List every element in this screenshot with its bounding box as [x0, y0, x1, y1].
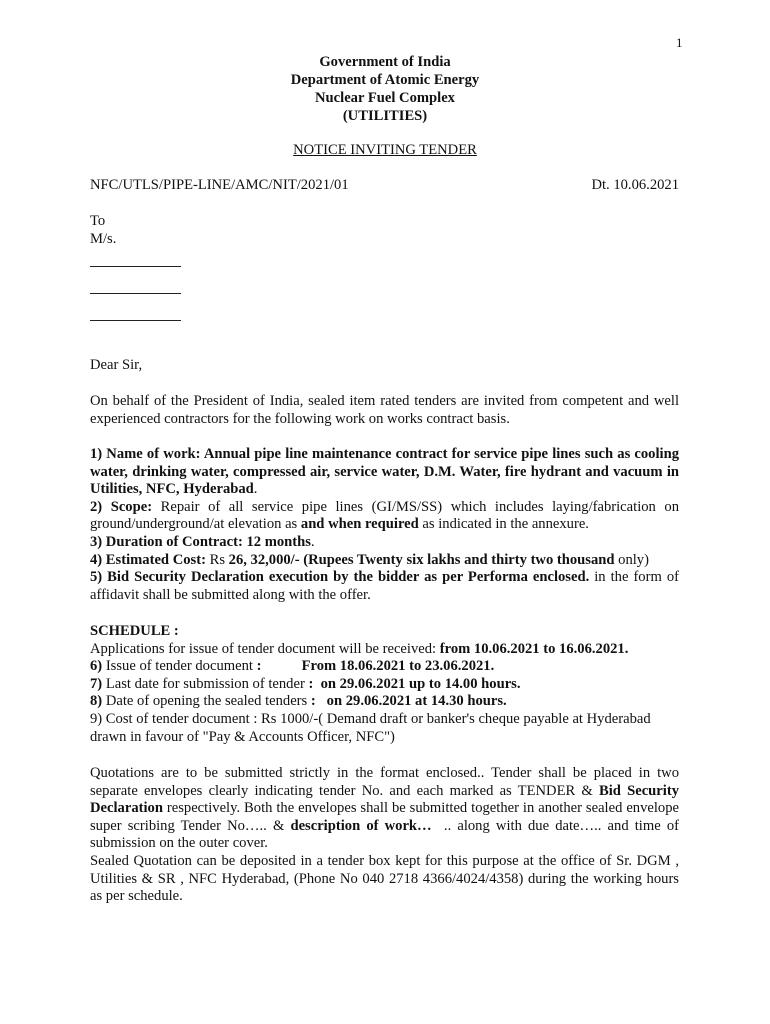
item-name-of-work: 1) Name of work: Annual pipe line maintenance contract for service pipe lines such as cooling water, drinking water, compressed air, service water, D.M. Water, fire hydrant and vacuum in Utilities, NFC, Hyderabad.: [90, 446, 679, 498]
estimated-cost-label: 4) Estimated Cost:: [90, 551, 206, 568]
work-details: [90, 446, 679, 604]
addressee-to: To: [90, 213, 106, 229]
notice-date: Dt. 10.06.2021: [591, 177, 679, 193]
address-blank-line: [90, 266, 181, 267]
address-blank-line: [90, 320, 181, 321]
name-of-work-text: 1) Name of work: Annual pipe line maintenance contract for service pipe lines such as cooling water, drinking water, compressed air, service water, D.M. Water, fire hydrant and vacuum in Utilities, NFC, Hyderabad: [90, 446, 679, 498]
header-division: (UTILITIES): [342, 108, 428, 124]
item-scope: 2) Scope: Repair of all service pipe lines (GI/MS/SS) which includes laying/fabrication on ground/underground/at elevation as and when required as indicated in the annexure.: [90, 498, 679, 533]
addressee-ms: M/s.: [90, 230, 117, 247]
reference-number: NFC/UTLS/PIPE-LINE/AMC/NIT/2021/01: [90, 177, 349, 193]
scope-label: 2) Scope:: [90, 498, 153, 515]
duration-text: 3) Duration of Contract: 12 months: [90, 533, 311, 550]
header-department: Department of Atomic Energy: [290, 72, 480, 88]
page-number: 1: [676, 35, 683, 50]
schedule-heading: SCHEDULE :: [90, 623, 179, 639]
schedule-issue: 6) Issue of tender document : From 18.06.2021 to 23.06.2021.: [90, 658, 495, 675]
schedule-section: [90, 623, 679, 746]
sealed-quotation-paragraph: Sealed Quotation can be deposited in a tender box kept for this purpose at the office of Sr. DGM , Utilities & SR , NFC Hyderabad, (Phone No 040 2718 4366/4024/4358) during the working hours as per schedule.: [90, 852, 679, 905]
salutation: Dear Sir,: [90, 357, 143, 373]
closing-section: [90, 765, 683, 906]
item-estimated-cost: 4) Estimated Cost: Rs 26, 32,000/- (Rupees Twenty six lakhs and thirty two thousand only): [90, 551, 649, 568]
intro-paragraph: On behalf of the President of India, sealed item rated tenders are invited from competent and well experienced contractors for the following work on works contract basis.: [90, 393, 679, 427]
letterhead: [90, 53, 680, 125]
schedule-opening: 8) Date of opening the sealed tenders : on 29.06.2021 at 14.30 hours.: [90, 693, 507, 710]
quotation-paragraph: Quotations are to be submitted strictly in the format enclosed.. Tender shall be placed in two separate envelopes clearly indicating tender No. and each marked as TENDER & Bid Security Declaration respectively. Both the envelopes shall be submitted together in another sealed envelope super scribing Tender No….. & description of work… .. along with due date….. and time of submission on the outer cover.: [90, 765, 683, 852]
item-bid-security: 5) Bid Security Declaration execution by the bidder as per Performa enclosed. in the form of affidavit shall be submitted along with the offer.: [90, 569, 679, 603]
header-government: Government of India: [319, 54, 451, 70]
header-organisation: Nuclear Fuel Complex: [315, 90, 455, 106]
schedule-last-date: 7) Last date for submission of tender : on 29.06.2021 up to 14.00 hours.: [90, 675, 521, 692]
address-blank-line: [90, 293, 181, 294]
item-duration: 3) Duration of Contract: 12 months.: [90, 533, 315, 550]
schedule-applications: Applications for issue of tender document will be received: from 10.06.2021 to 16.06.2021.: [90, 640, 629, 657]
addressee: [90, 213, 116, 248]
schedule-cost: 9) Cost of tender document : Rs 1000/-( Demand draft or banker's cheque payable at Hyderabad drawn in favour of "Pay & Accounts Officer, NFC"): [90, 710, 651, 745]
notice-title: NOTICE INVITING TENDER: [293, 142, 477, 158]
estimated-cost-value: 26, 32,000/- (Rupees Twenty six lakhs and thirty two thousand: [228, 551, 615, 568]
bid-security-text: 5) Bid Security Declaration execution by the bidder as per Performa enclosed.: [90, 569, 590, 586]
